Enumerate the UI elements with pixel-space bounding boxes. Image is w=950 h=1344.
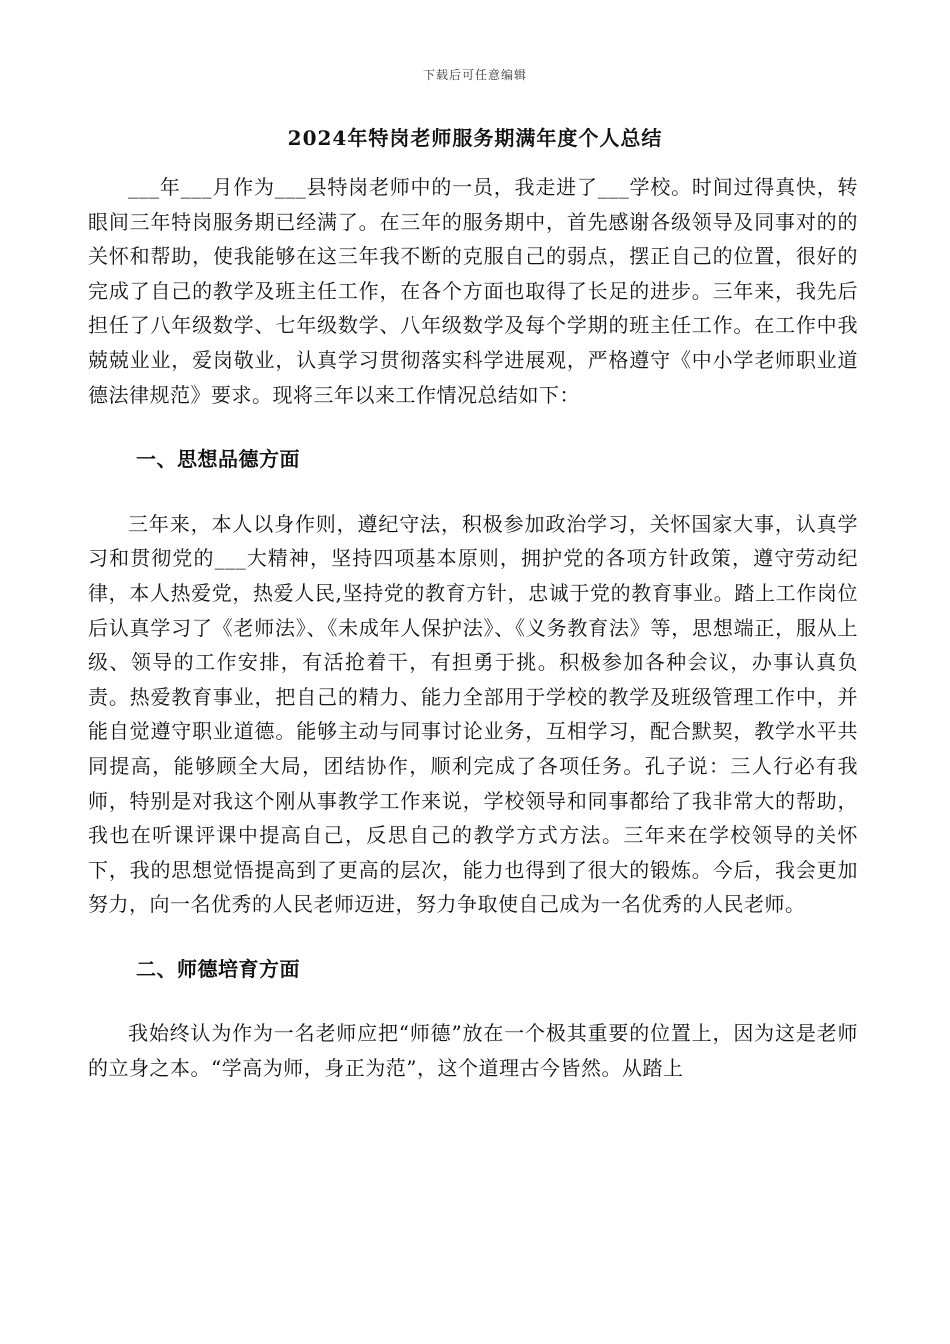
header-note: 下载后可任意编辑 xyxy=(422,68,527,82)
section-heading-2: 二、师德培育方面 xyxy=(136,956,300,981)
section-body-1: 三年来，本人以身作则，遵纪守法，积极参加政治学习，关怀国家大事，认真学习和贯彻党的___大精神，坚持四项基本原则，拥护党的各项方针政策，遵守劳动纪律，本人热爱党，热爱人民,坚持党的教育方针，忠诚于党的教育事业。踏上工作岗位后认真学习了《老师法》、《未成年人保护法》、《义务教育法》等，思想端正，服从上级、领导的工作安排，有活抢着干，有担勇于挑。积极参加各种会议，办事认真负责。热爱教育事业，把自己的精力、能力全部用于学校的教学及班级管理工作中，并能自觉遵守职业道德。能够主动与同事讨论业务，互相学习，配合默契，教学水平共同提高，能够顾全大局，团结协作，顺利完成了各项任务。孔子说：三人行必有我师，特别是对我这个刚从事教学工作来说，学校领导和同事都给了我非常大的帮助，我也在听课评课中提高自己，反思自己的教学方式方法。三年来在学校领导的关怀下，我的思想觉悟提高到了更高的层次，能力也得到了很大的锻炼。今后，我会更加努力，向一名优秀的人民老师迈进，努力争取使自己成为一名优秀的人民老师。 xyxy=(88,511,858,917)
section-body-2: 我始终认为作为一名老师应把“师德”放在一个极其重要的位置上，因为这是老师的立身之本。“学高为师，身正为范”，这个道理古今皆然。从踏上 xyxy=(88,1021,858,1081)
intro-paragraph: ___年___月作为___县特岗老师中的一员，我走进了___学校。时间过得真快，转眼间三年特岗服务期已经满了。在三年的服务期中，首先感谢各级领导及同事对的的关怀和帮助，使我能够在这三年我不断的克服自己的弱点，摆正自己的位置，很好的完成了自己的教学及班主任工作，在各个方面也取得了长足的进步。三年来，我先后担任了八年级数学、七年级数学、八年级数学及每个学期的班主任工作。在工作中我兢兢业业，爱岗敬业，认真学习贯彻落实科学进展观，严格遵守《中小学老师职业道德法律规范》要求。现将三年以来工作情况总结如下： xyxy=(88,175,858,407)
document-title: 2024年特岗老师服务期满年度个人总结 xyxy=(287,126,663,150)
section-heading-1: 一、思想品德方面 xyxy=(136,447,300,472)
document-body xyxy=(88,170,858,1086)
